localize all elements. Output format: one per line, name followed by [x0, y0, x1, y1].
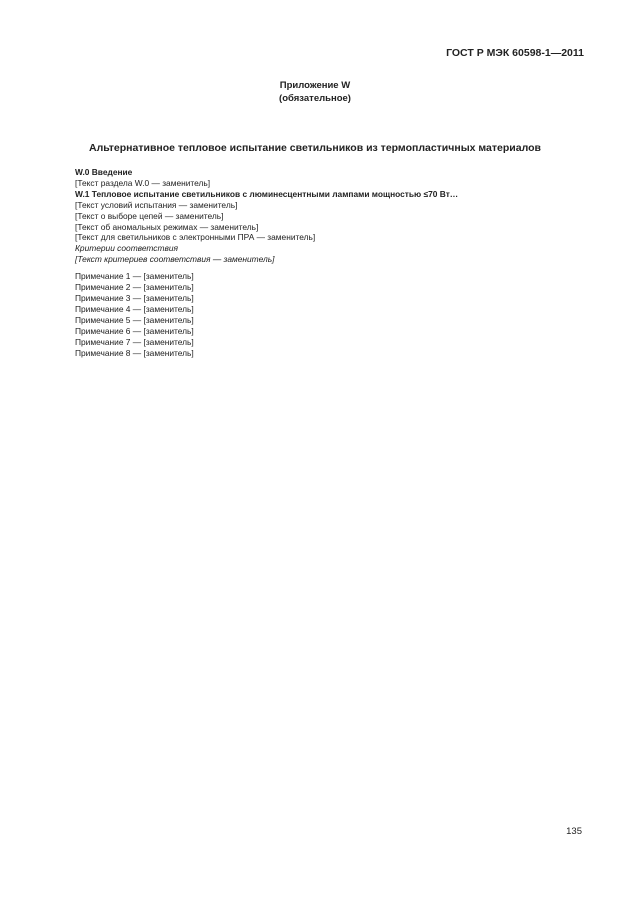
annex-title: Приложение W [279, 80, 351, 91]
paragraph: [Текст для светильников с электронными ПРА — заменитель] [75, 232, 316, 243]
main-heading: Альтернативное тепловое испытание светильников из термопластичных материалов [88, 142, 541, 154]
paragraph: [Текст критериев соответствия — заменитель] [75, 254, 275, 265]
paragraph: [Текст условий испытания — заменитель] [75, 199, 238, 210]
section-heading: W.1 Тепловое испытание светильников с люминесцентными лампами мощностью ≤70 Вт… [75, 188, 459, 199]
paragraph: Примечание 2 — [заменитель] [75, 282, 194, 293]
paragraph: Критерии соответствия [75, 243, 178, 254]
body-text [61, 167, 580, 358]
paragraph: [Текст раздела W.0 — заменитель] [75, 177, 211, 188]
paragraph: [Текст об аномальных режимах — заменитель] [75, 221, 259, 232]
paragraph: Примечание 5 — [заменитель] [75, 314, 194, 325]
paragraph: Примечание 8 — [заменитель] [75, 347, 194, 358]
paragraph: [Текст о выборе цепей — заменитель] [75, 210, 224, 221]
annex-status: (обязательное) [279, 93, 351, 104]
standard-id: ГОСТ Р МЭК 60598-1—2011 [446, 47, 584, 59]
page-number: 135 [566, 826, 582, 837]
paragraph: Примечание 6 — [заменитель] [75, 325, 194, 336]
paragraph: Примечание 1 — [заменитель] [75, 271, 194, 282]
paragraph: Примечание 4 — [заменитель] [75, 303, 194, 314]
paragraph: Примечание 7 — [заменитель] [75, 336, 194, 347]
section-heading: W.0 Введение [75, 167, 133, 177]
paragraph: Примечание 3 — [заменитель] [75, 292, 194, 303]
